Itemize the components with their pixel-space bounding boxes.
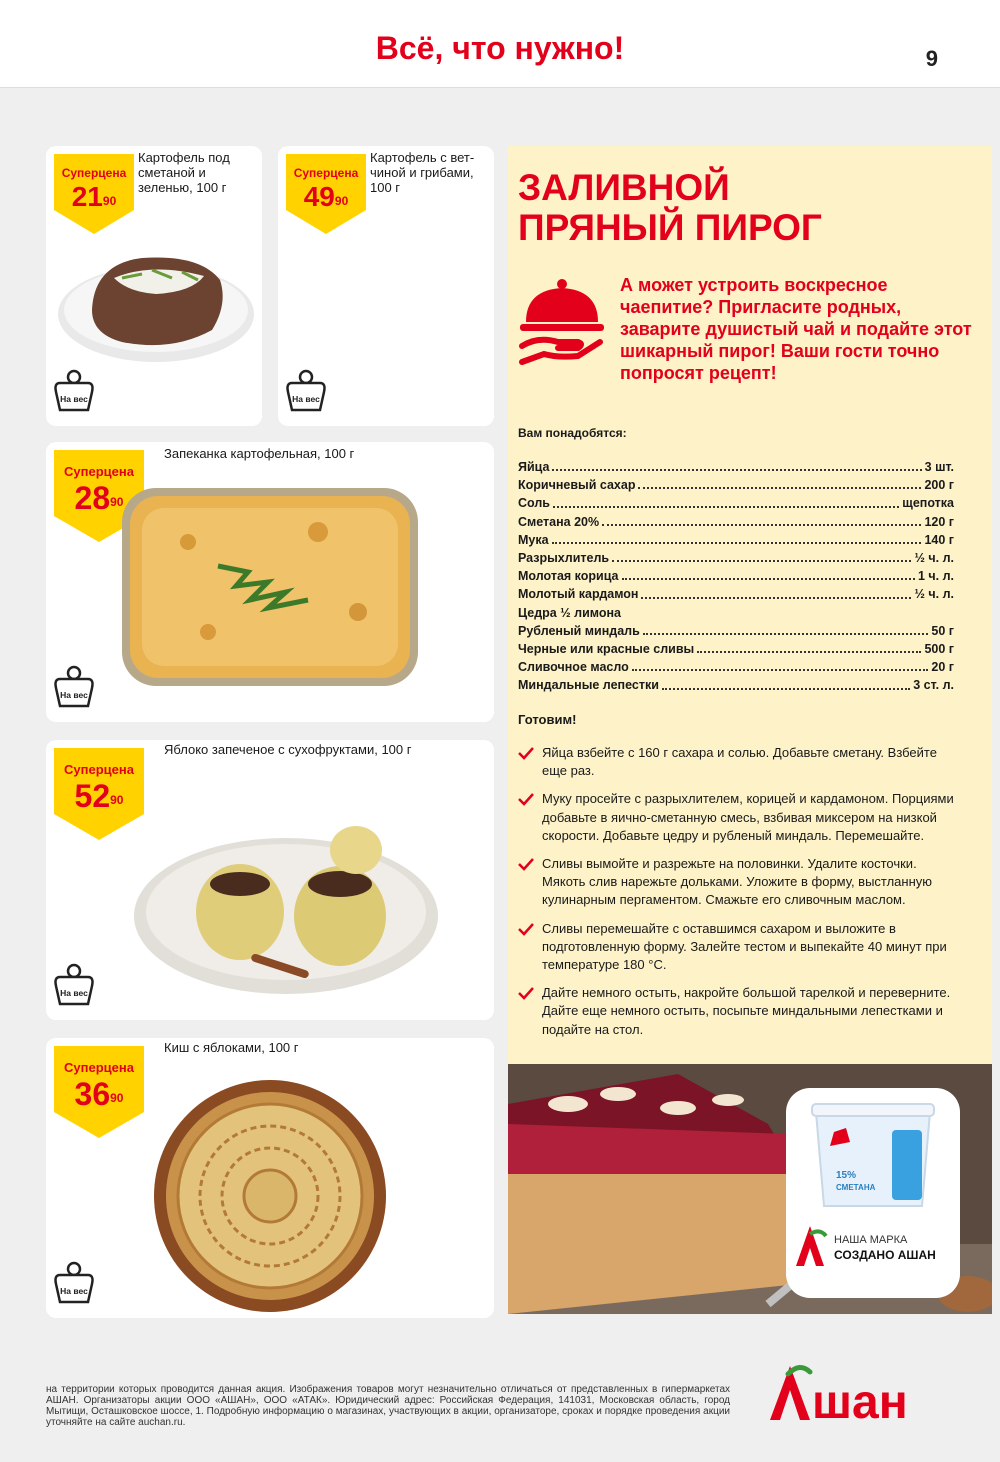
step-item: Сливы перемешайте с оставшимся сахаром и выложите в подготовленную форму. Залейте тестом и выпекайте 40 минут при температуре 180 °C. [518, 920, 958, 975]
checkmark-icon [518, 746, 534, 760]
svg-text:На вес: На вес [60, 394, 88, 404]
steps-heading: Готовим! [518, 712, 577, 727]
brand-line2: СОЗДАНО АШАН [834, 1248, 936, 1262]
recipe-title: ЗАЛИВНОЙ ПРЯНЫЙ ПИРОГ [518, 167, 822, 248]
ingredient-row: Яйца 3 шт. [518, 460, 954, 474]
price-badge [54, 1046, 144, 1112]
badge-label: Суперцена [61, 166, 127, 180]
footer-disclaimer: на территории которых проводится данная акция. Изображения товаров могут незначительно отличаться от представленных в гипермаркетах АШАН. Организаторы акции ООО «АШАН», ООО «АТАК». Юридический адрес: Российская Федерация, 141031, Московская область, город Мытищи, Осташковское шоссе, 1. Подробную информацию о магазинах, участвующих в акции, организаторе, сроках и порядке проведения акции уточняйте на сайте auchan.ru. [46, 1384, 730, 1428]
price-badge [286, 154, 366, 210]
brand-card [786, 1088, 960, 1298]
weight-icon [54, 664, 94, 710]
step-item: Яйца взбейте с 160 г сахара и солью. Добавьте сметану. Взбейте еще раз. [518, 744, 958, 780]
page-number: 9 [925, 46, 938, 71]
ingredient-row: Молотая корица 1 ч. л. [518, 569, 954, 584]
product-card[interactable] [46, 1038, 494, 1318]
svg-text:На вес: На вес [60, 690, 88, 700]
step-item: Муку просейте с разрыхлителем, корицей и кардамоном. Порциями добавьте в яично-сметанную смесь, взбивая миксером на низкой скорости. Добавьте цедру и рубленый миндаль. Перемешайте. [518, 790, 958, 845]
ingredient-row: Сливочное масло 20 г [518, 660, 954, 675]
serving-cloche-icon [518, 276, 606, 366]
ingredients-list [518, 458, 954, 695]
svg-text:На вес: На вес [60, 988, 88, 998]
step-item: Сливы вымойте и разрежьте на половинки. Удалите косточки. Мякоть слив нарежьте дольками. Уложите в форму, выстланную кулинарным пергаментом. Смажьте его сливочным маслом. [518, 855, 958, 910]
auchan-bird-icon [790, 1224, 830, 1268]
product-card[interactable] [46, 146, 262, 426]
recipe-intro: А может устроить воскресное чаепитие? Пригласите родных, заварите душистый чай и подайте этот шикарный пирог! Ваши гости точно попросят рецепт! [620, 275, 972, 383]
weight-icon [54, 962, 94, 1008]
product-image [52, 234, 260, 374]
pie-photo [508, 1064, 992, 1314]
price-badge [54, 154, 134, 210]
ingredient-row: Черные или красные сливы 500 г [518, 642, 954, 657]
checkmark-icon [518, 857, 534, 871]
svg-text:СМЕТАНА: СМЕТАНА [836, 1183, 876, 1192]
product-card[interactable] [46, 442, 494, 722]
product-name: Картофель под сметаной и зеленью, 100 г [138, 150, 230, 195]
ingredient-row: Соль щепотка [518, 496, 954, 511]
svg-text:15%: 15% [836, 1170, 857, 1181]
weight-icon [54, 368, 94, 414]
ingredient-row: Миндальные лепестки 3 ст. л. [518, 678, 954, 693]
product-name: Запеканка картофельная, 100 г [164, 446, 355, 461]
page-header [0, 0, 1000, 88]
checkmark-icon [518, 792, 534, 806]
price: $52^{90}$ [74, 778, 124, 814]
checkmark-icon [518, 922, 534, 936]
badge-label: Суперцена [293, 166, 359, 180]
ingredient-row: Сметана 20% 120 г [518, 514, 954, 529]
auchan-logo [760, 1362, 956, 1422]
product-name: Картофель с вет-чиной и грибами, 100 г [370, 150, 475, 195]
price: $28^{90}$ [74, 480, 124, 516]
price: $36^{90}$ [74, 1076, 124, 1112]
svg-text:На вес: На вес [60, 1286, 88, 1296]
ingredient-row: Молотый кардамон ½ ч. л. [518, 587, 954, 602]
weight-icon [54, 1260, 94, 1306]
product-name: Киш с яблоками, 100 г [164, 1040, 299, 1055]
price-badge [54, 748, 144, 814]
ingredient-row: Цедра ½ лимона [518, 605, 621, 620]
badge-label: Суперцена [64, 762, 134, 777]
ingredient-row: Рубленый миндаль 50 г [518, 623, 954, 638]
badge-label: Суперцена [64, 1060, 134, 1075]
product-name: Яблоко запеченое с сухофруктами, 100 г [164, 742, 412, 757]
product-card[interactable] [278, 146, 494, 426]
price: $49^{90}$ [303, 181, 349, 212]
page-title: Всё, что нужно! [375, 30, 625, 66]
badge-label: Суперцена [64, 464, 134, 479]
price: $21^{90}$ [71, 181, 117, 212]
sour-cream-jar [810, 1102, 936, 1212]
ingredient-row: Коричневый сахар 200 г [518, 478, 954, 493]
checkmark-icon [518, 986, 534, 1000]
weight-icon [286, 368, 326, 414]
product-card[interactable] [46, 740, 494, 1020]
product-image [118, 482, 422, 692]
ingredient-row: Разрыхлитель ½ ч. л. [518, 551, 954, 566]
product-image [130, 812, 442, 1002]
svg-text:На вес: На вес [292, 394, 320, 404]
recipe-panel [508, 146, 992, 1066]
ingredient-row: Мука 140 г [518, 532, 954, 547]
ingredients-heading: Вам понадобятся: [518, 426, 627, 440]
product-image [150, 1076, 390, 1316]
steps-list [518, 744, 958, 1049]
brand-line1: НАША МАРКА [834, 1234, 908, 1246]
svg-text:шан: шан [812, 1376, 908, 1422]
step-item: Дайте немного остыть, накройте большой тарелкой и переверните. Дайте еще немного остыть, посыпьте миндальными лепестками и подайте на стол. [518, 984, 958, 1039]
